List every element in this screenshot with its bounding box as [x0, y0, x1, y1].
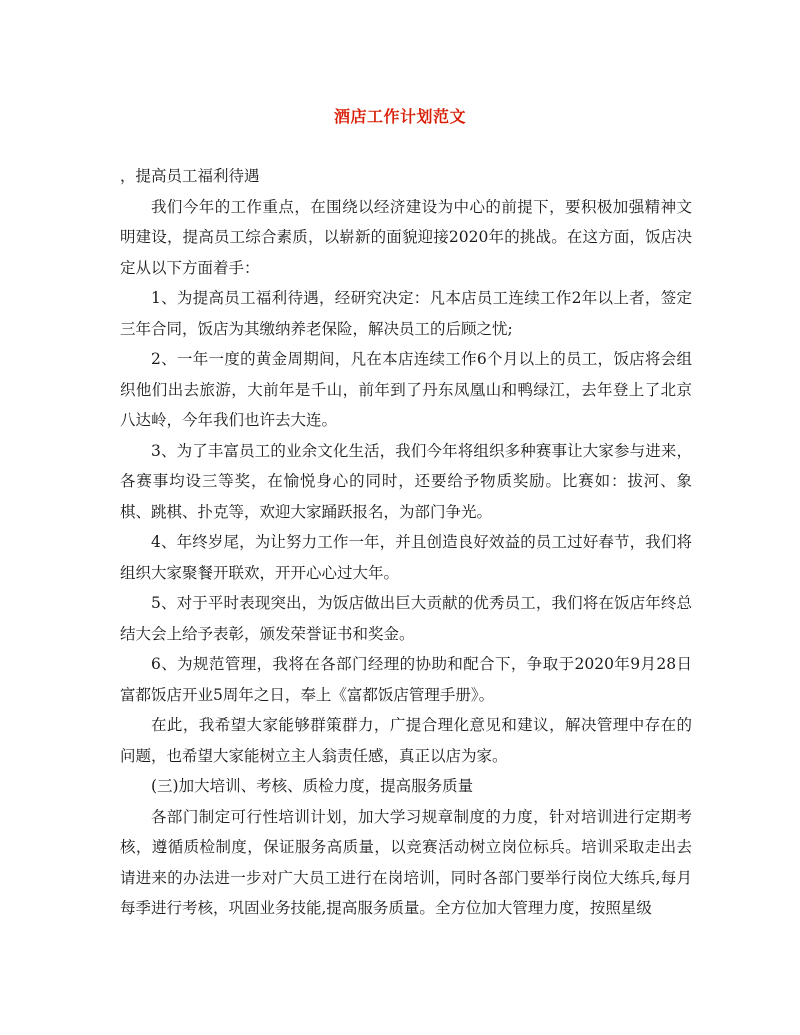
- section-heading-training: (三)加大培训、考核、质检力度，提高服务质量: [151, 777, 474, 795]
- paragraph-closing: 在此，我希望大家能够群策群力，广提合理化意见和建议，解决管理中存在的问题，也希望大家能树立主人翁责任感，真正以店为家。: [120, 716, 692, 765]
- paragraph-item-5: 5、对于平时表现突出，为饭店做出巨大贡献的优秀员工，我们将在饭店年终总结大会上给予表彰，颁发荣誉证书和奖金。: [120, 594, 692, 643]
- document-body: [120, 161, 692, 924]
- paragraph-training: 各部门制定可行性培训计划，加大学习规章制度的力度，针对培训进行定期考核，遵循质检制度，保证服务高质量，以竞赛活动树立岗位标兵。培训采取走出去请进来的办法进一步对广大员工进行在岗培训，同时各部门要举行岗位大练兵,每月每季进行考核，巩固业务技能,提高服务质量。全方位加大管理力度，按照星级: [120, 807, 692, 917]
- paragraph-subheading-welfare: ，提高员工福利待遇: [120, 167, 260, 185]
- paragraph-item-1: 1、为提高员工福利待遇，经研究决定：凡本店员工连续工作2年以上者，签定三年合同，饭店为其缴纳养老保险，解决员工的后顾之忧;: [120, 289, 692, 338]
- paragraph-item-2: 2、一年一度的黄金周期间，凡在本店连续工作6个月以上的员工，饭店将会组织他们出去旅游，大前年是千山，前年到了丹东凤凰山和鸭绿江，去年登上了北京八达岭，今年我们也许去大连。: [120, 350, 692, 429]
- paragraph-work-focus: 我们今年的工作重点，在围绕以经济建设为中心的前提下，要积极加强精神文明建设，提高员工综合素质，以崭新的面貌迎接2020年的挑战。在这方面，饭店决定从以下方面着手：: [120, 197, 692, 277]
- paragraph-item-3: 3、为了丰富员工的业余文化生活，我们今年将组织多种赛事让大家参与进来，各赛事均设三等奖，在愉悦身心的同时，还要给予物质奖励。比赛如：拔河、象棋、跳棋、扑克等，欢迎大家踊跃报名，为部门争光。: [120, 441, 692, 521]
- paragraph-item-4: 4、年终岁尾，为让努力工作一年，并且创造良好效益的员工过好春节，我们将组织大家聚餐开联欢，开开心心过大年。: [120, 533, 692, 582]
- paragraph-item-6: 6、为规范管理，我将在各部门经理的协助和配合下，争取于2020年9月28日 富都饭店开业5周年之日，奉上《富都饭店管理手册》。: [120, 655, 692, 704]
- document-title: 酒店工作计划范文: [333, 107, 466, 126]
